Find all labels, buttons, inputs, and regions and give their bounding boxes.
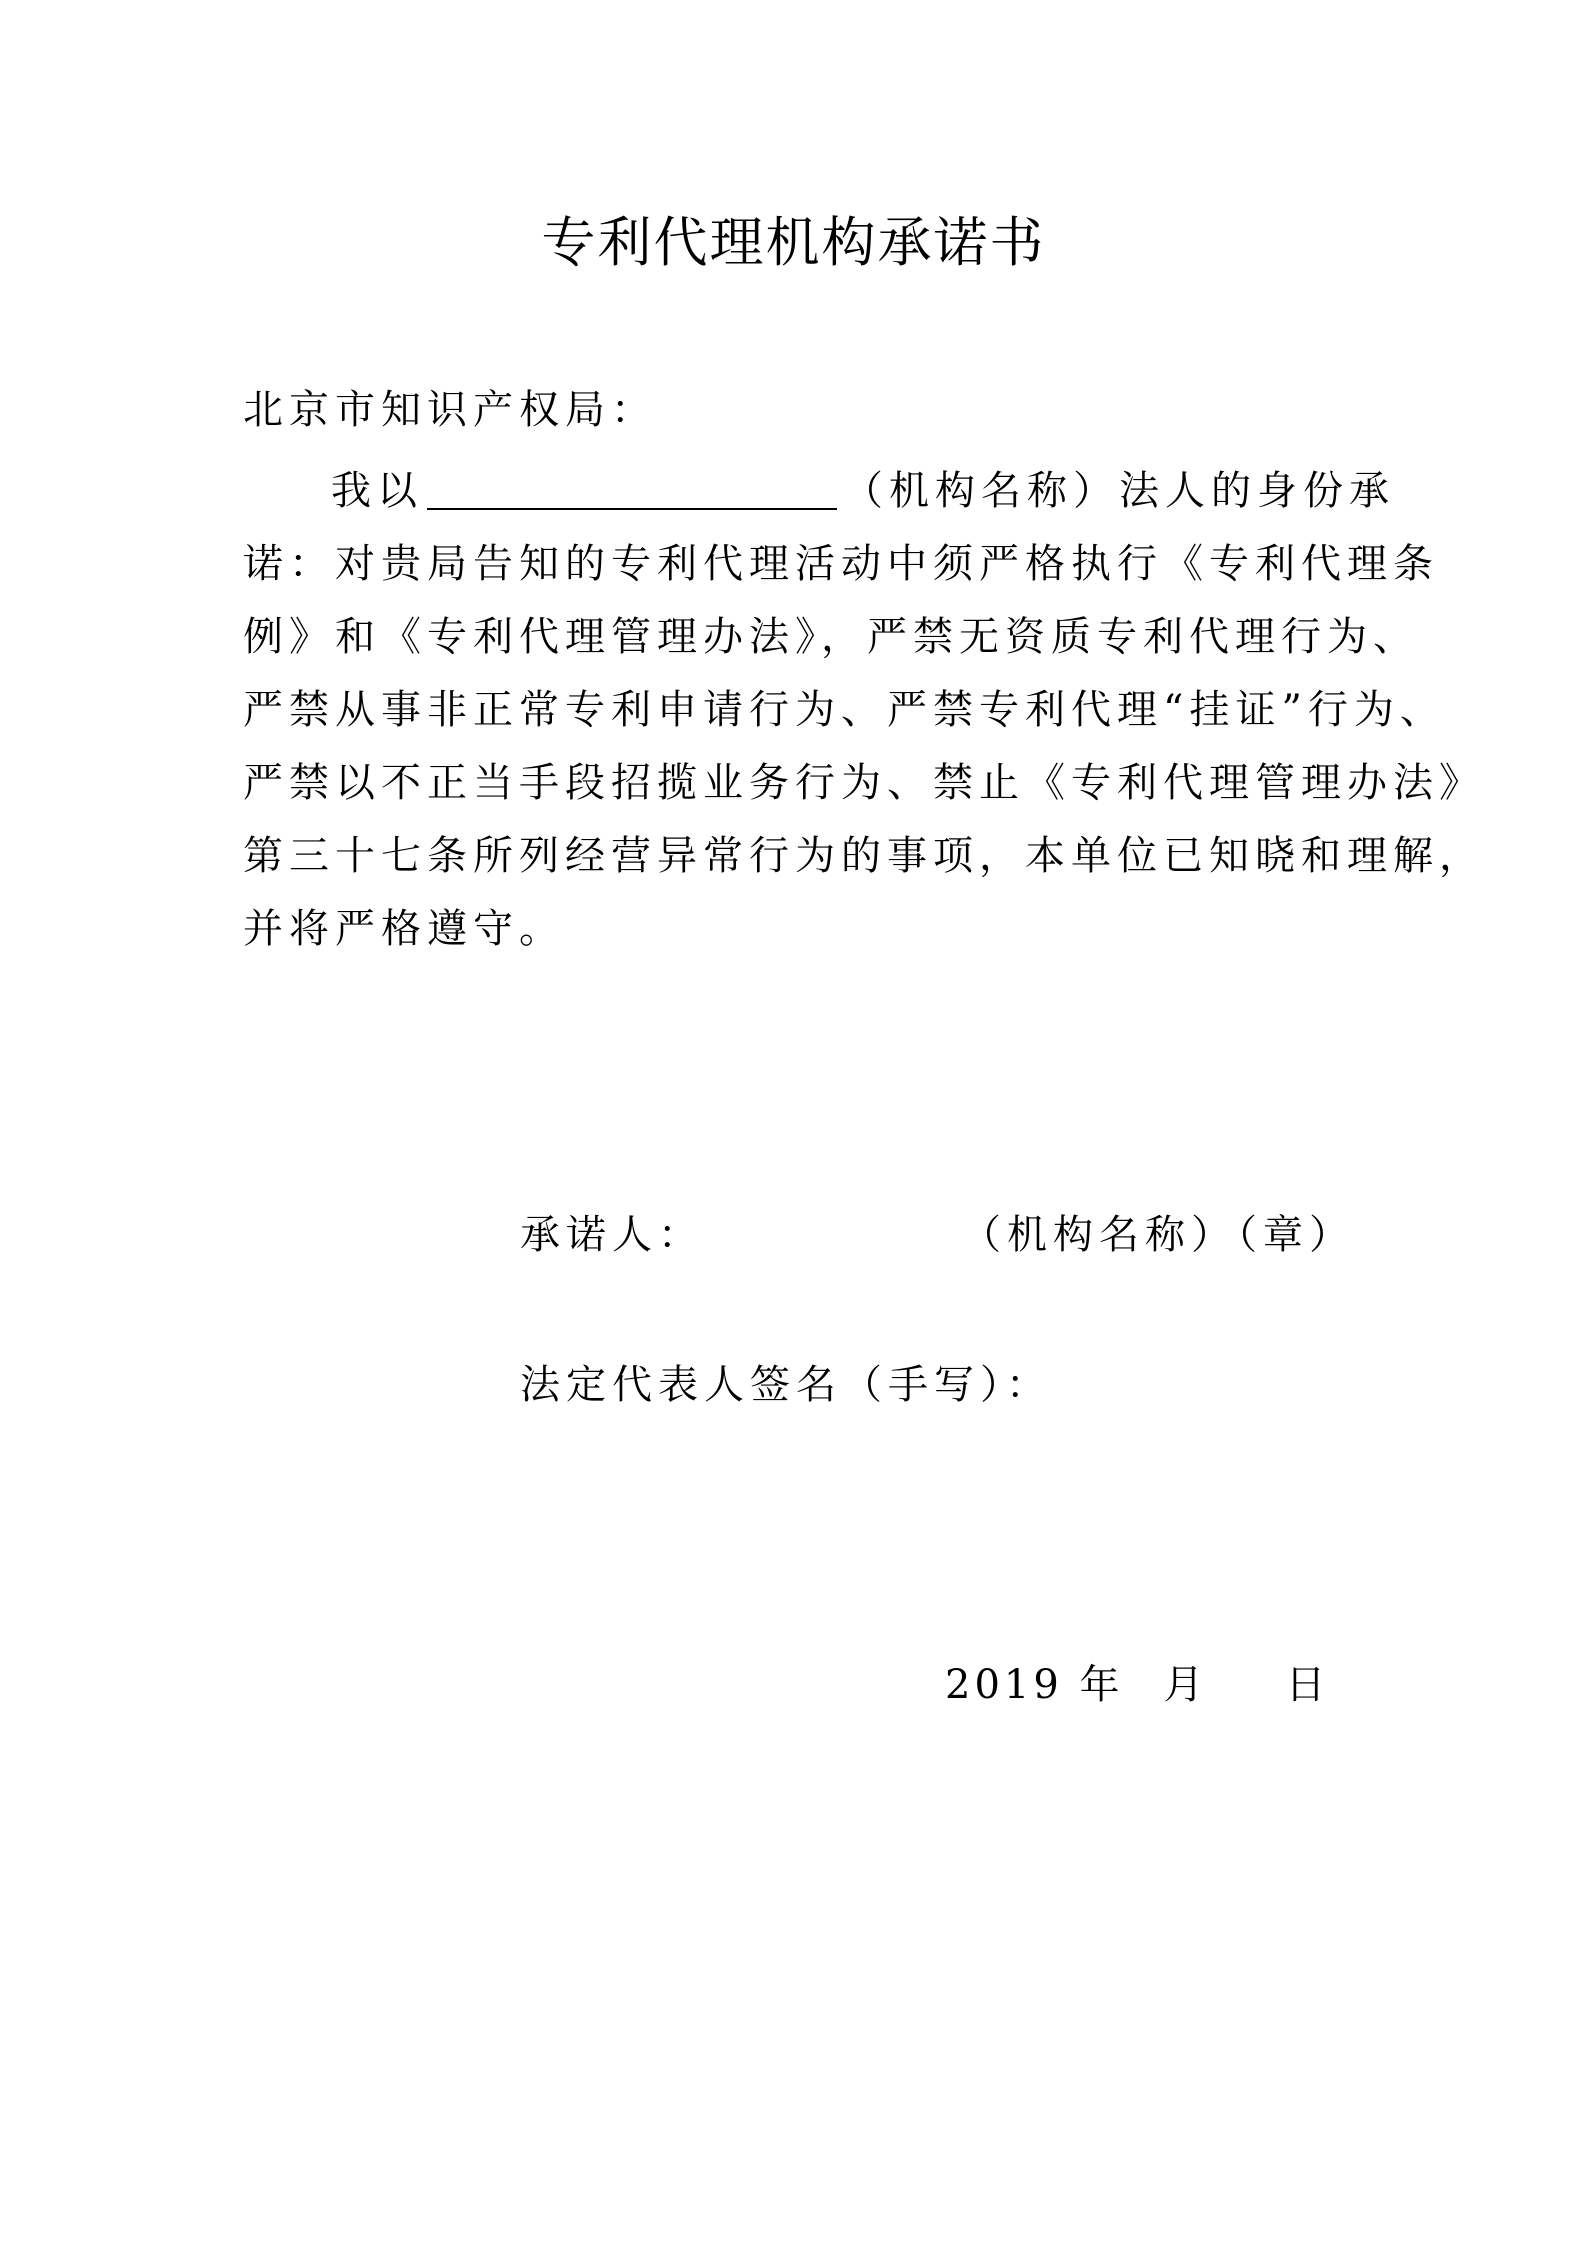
body-line: 诺：对贵局告知的专利代理活动中须严格执行《专利代理条	[243, 541, 1439, 587]
document-title: 专利代理机构承诺书	[541, 211, 1046, 274]
body-prefix: 我以	[331, 468, 423, 514]
legal-rep-signature-label: 法定代表人签名（手写）：	[520, 1362, 1052, 1408]
commitment-body	[243, 455, 1485, 966]
body-line: 例》和《专利代理管理办法》，严禁无资质专利代理行为、	[243, 614, 1419, 660]
body-first-line	[243, 455, 1395, 528]
body-line: 严禁以不正当手段招揽业务行为、禁止《专利代理管理办法》	[243, 760, 1485, 806]
date-year: 2019	[945, 1662, 1063, 1708]
body-line: 并将严格遵守。	[243, 906, 565, 952]
body-line: 严禁从事非正常专利申请行为、严禁专利代理“挂证”行为、	[243, 687, 1446, 733]
promisor-seal: （机构名称）（章）	[961, 1212, 1355, 1258]
institution-name-blank	[427, 468, 837, 510]
body-first-suffix: （机构名称）法人的身份承	[843, 468, 1395, 514]
promisor-row	[520, 1205, 1355, 1265]
salutation: 北京市知识产权局：	[243, 387, 657, 433]
body-line: 第三十七条所列经营异常行为的事项，本单位已知晓和理解，	[243, 833, 1485, 879]
promisor-label: 承诺人：	[520, 1212, 704, 1258]
date-year-unit: 年	[1079, 1662, 1124, 1708]
date-day-unit: 日	[1285, 1662, 1330, 1708]
date-month-unit: 月	[1163, 1662, 1208, 1708]
date-line	[945, 1655, 1330, 1715]
